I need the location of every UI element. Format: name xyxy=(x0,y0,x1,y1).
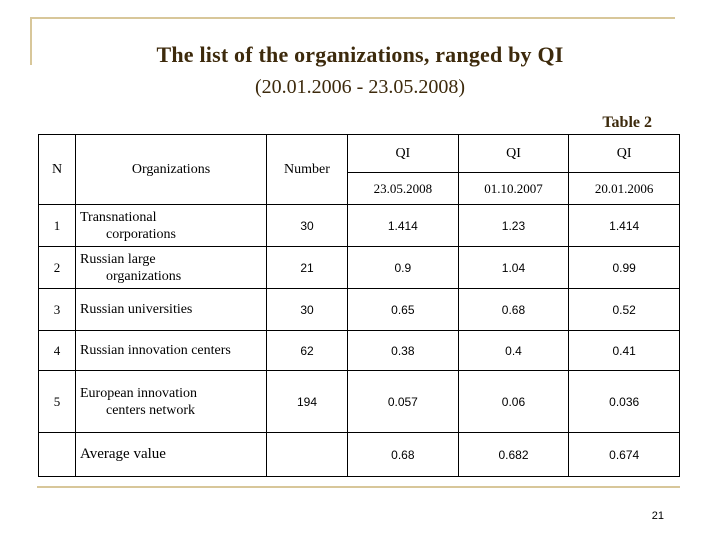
table-label: Table 2 xyxy=(602,114,652,131)
row-number: 30 xyxy=(267,205,348,247)
header-number: Number xyxy=(267,135,348,205)
row-qi-1: 0.9 xyxy=(348,247,459,289)
row-n: 1 xyxy=(39,205,76,247)
row-qi-2: 0.4 xyxy=(458,331,569,371)
average-qi-1: 0.68 xyxy=(348,433,459,477)
row-organization: Russian universities xyxy=(76,289,267,331)
org-line-2: corporations xyxy=(106,226,176,242)
table-row xyxy=(39,289,680,331)
row-organization xyxy=(76,371,267,433)
row-qi-1: 0.65 xyxy=(348,289,459,331)
row-qi-2: 0.68 xyxy=(458,289,569,331)
row-organization xyxy=(76,205,267,247)
row-qi-1: 0.38 xyxy=(348,331,459,371)
header-organizations: Organizations xyxy=(76,135,267,205)
table-row xyxy=(39,331,680,371)
header-date-2: 01.10.2007 xyxy=(458,173,569,205)
header-qi-3: QI xyxy=(569,135,680,173)
slide-title: The list of the organizations, ranged by QI xyxy=(156,42,564,67)
table-row xyxy=(39,247,680,289)
header-qi-2: QI xyxy=(458,135,569,173)
org-line-2: organizations xyxy=(106,268,182,284)
row-number: 30 xyxy=(267,289,348,331)
frame-bottom-line xyxy=(37,486,680,488)
frame-top-line xyxy=(30,17,675,19)
slide-subtitle: (20.01.2006 - 23.05.2008) xyxy=(255,76,465,98)
row-qi-3: 0.52 xyxy=(569,289,680,331)
row-organization: Russian innovation centers xyxy=(76,331,267,371)
average-label: Average value xyxy=(76,433,267,477)
row-n: 5 xyxy=(39,371,76,433)
header-date-3: 20.01.2006 xyxy=(569,173,680,205)
row-qi-3: 1.414 xyxy=(569,205,680,247)
row-qi-3: 0.036 xyxy=(569,371,680,433)
table-row xyxy=(39,205,680,247)
page-number: 21 xyxy=(651,510,664,522)
row-qi-1: 0.057 xyxy=(348,371,459,433)
row-n: 2 xyxy=(39,247,76,289)
org-line-1: Russian large xyxy=(80,251,156,267)
header-qi-1: QI xyxy=(348,135,459,173)
row-number: 62 xyxy=(267,331,348,371)
org-line-1: Transnational xyxy=(80,209,157,225)
row-number: 194 xyxy=(267,371,348,433)
row-qi-1: 1.414 xyxy=(348,205,459,247)
row-n: 4 xyxy=(39,331,76,371)
row-qi-2: 1.23 xyxy=(458,205,569,247)
org-line-2: centers network xyxy=(106,402,196,418)
header-date-1: 23.05.2008 xyxy=(348,173,459,205)
row-qi-2: 0.06 xyxy=(458,371,569,433)
header-n: N xyxy=(39,135,76,205)
average-row xyxy=(39,433,680,477)
row-qi-3: 0.41 xyxy=(569,331,680,371)
row-n: 3 xyxy=(39,289,76,331)
row-qi-3: 0.99 xyxy=(569,247,680,289)
row-organization xyxy=(76,247,267,289)
average-n-empty xyxy=(39,433,76,477)
row-number: 21 xyxy=(267,247,348,289)
table-row xyxy=(39,371,680,433)
average-qi-2: 0.682 xyxy=(458,433,569,477)
qi-table xyxy=(38,134,680,477)
row-qi-2: 1.04 xyxy=(458,247,569,289)
average-qi-3: 0.674 xyxy=(569,433,680,477)
org-line-1: European innovation xyxy=(80,385,198,401)
header-row-1 xyxy=(39,135,680,173)
average-number-empty xyxy=(267,433,348,477)
